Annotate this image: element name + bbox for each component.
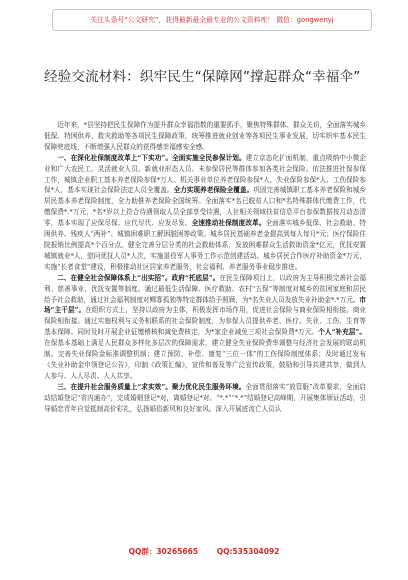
qq-number: QQ:535304092 [216,547,280,556]
section-2-subheading-2: 个人“补充层”。 [318,328,366,337]
section-1-text-2: 巩固完善城镇职工基本养老保险和城乡居民基本养老保险制度，全力助推养老保险全国统筹。全面落实*名已脱贫人口和*名特殊群体代缴费工作，代缴保费*.*万元，*名*岁以上符合待遇领取人员全部享受待遇，人社相关领域扶贫信息平台参保数据按月动态清零，基本实现了应保尽保、应代尽代、应发尽发。 [44,186,367,228]
section-3-paragraph [44,382,366,415]
section-2-text-3: 在保基本基础上满足人民群众多样化多层次的保障需求，建立健全失业保险费率调整与经济社会发展的联动机制。完善失业保险金标准调整机制；建立预防、补偿、康复“三位一体”的工伤保险制度体系；及时通过发布《失业补助金申领登记公告》，印制《政策汇编》，宣传和普及等广泛宣传政策，鼓励和引导共建共享，做到人人参与、人人尽责、人人共享。 [44,339,366,380]
section-1-subheading-2: 全速推动社保制度改革。 [191,219,266,228]
section-2-heading: 二、在健全社会保障体系上“出实招”。政府“托底层”。 [57,273,220,282]
qq-group-number: QQ群：30265665 [128,547,199,556]
contact-footer [0,544,408,560]
promo-banner: 关注头条号“公文研究”，获得最新最全最专业的公文资料库！ 微信：gongwenyj [52,9,372,31]
section-3-heading: 三、在提升社会服务质量上“求实效”。聚力优化民生服务环境。 [57,382,246,391]
section-1-heading: 一、在深化社保制度改革上“下实功”。全面实施全民参保计划。 [57,153,246,162]
article-title: 经验交流材料：织牢民生“保障网”撑起群众“幸福伞” [44,69,361,85]
section-2-text-2: 在组织方式上，坚持以政府为主体，积极发挥市场作用，促进社会保险与商业保险相衔接。商业保险相衔接。通过实施权利与义务相联系的社会保险制度，为参保人员提供养老、医疗、失业、工伤、生育等基本保障。同时及时开展企业征缴稽核和减免费核定，为*家企业减免三项社会保险费*万元。 [44,306,366,337]
section-1-paragraph [44,153,366,273]
section-1-text-3: 全面落实城乡低保、社会救助、特困供养、残疾人“两补”、城镇困难职工解困脱困等政策。城乡居民基础养老金提高到每人每月*元；医疗保险住院报销比例提高*个百分点。健全完善分层分类的社会救助体系，发放困难群众生活救助资金*亿元，优抚安置城镇就业*人，慰问优抚人员*人次，实施退役军人事务工作示范创建活动。城乡居民合作医疗补助资金*万元，实施“长者食堂”建设，积极推动社区居家养老服务，社会福利、养老服务事业稳步推进。 [44,219,367,271]
section-2-paragraph [44,273,366,382]
section-2-subheading-1: 市场“主干层”。 [44,295,366,315]
section-1-subheading-1: 全力实现养老保险全覆盖。 [173,186,254,195]
section-3-text: 全面贯彻落实“放管服”改革要求，全面启动结婚登记“省内通办”，完成婚姻登记*对，离婚登记*对。“*.*”“*.*”结婚登记高峰期，开展集体颁证活动，引导婚恋青年自觉抵制高价彩礼，弘扬婚俗新风和良好家风。深入开展底流亡人员认 [44,382,366,413]
intro-paragraph: 近年来，*县坚持把民生保障作为提升群众幸福指数的重要抓手，聚焦特殊群体、群众关切，全面落实城乡低保、特困供养、救灾救助等各项民生保障政策，统筹推进就业创业等各项民生事业发展，切实织牢基本民生保障兜底线，不断增强人民群众的获得感幸福感安全感。 [44,121,366,151]
section-1-text: 建立京态化扩面机制，重点吸纳中小微企业和广大农民工、灵活就业人员、新就业形态人员、未参保居民等群体参加各类社会保险。依法推进社保参保工作，城镇企业职工基本养老保险参保*万人、机关事业单位养老保险参保*人，失业保险参保*人、工伤保险参保*人，基本实现社会保险法定人员全覆盖。 [44,153,366,195]
article-body [44,120,366,414]
section-2-text: 在民生保障项目上，以政府为主导积极完善社会福利、慈善事业、优抚安置等制度。通过最低生活保障、医疗救助、农村“五保”等制度对城乡的贫困家庭和居民给予社会救助，通过社会福利制度对鳏寡孤独等特定群体给予照顾，为*名失业人员发放失业补助金*.*万元。 [44,273,367,304]
